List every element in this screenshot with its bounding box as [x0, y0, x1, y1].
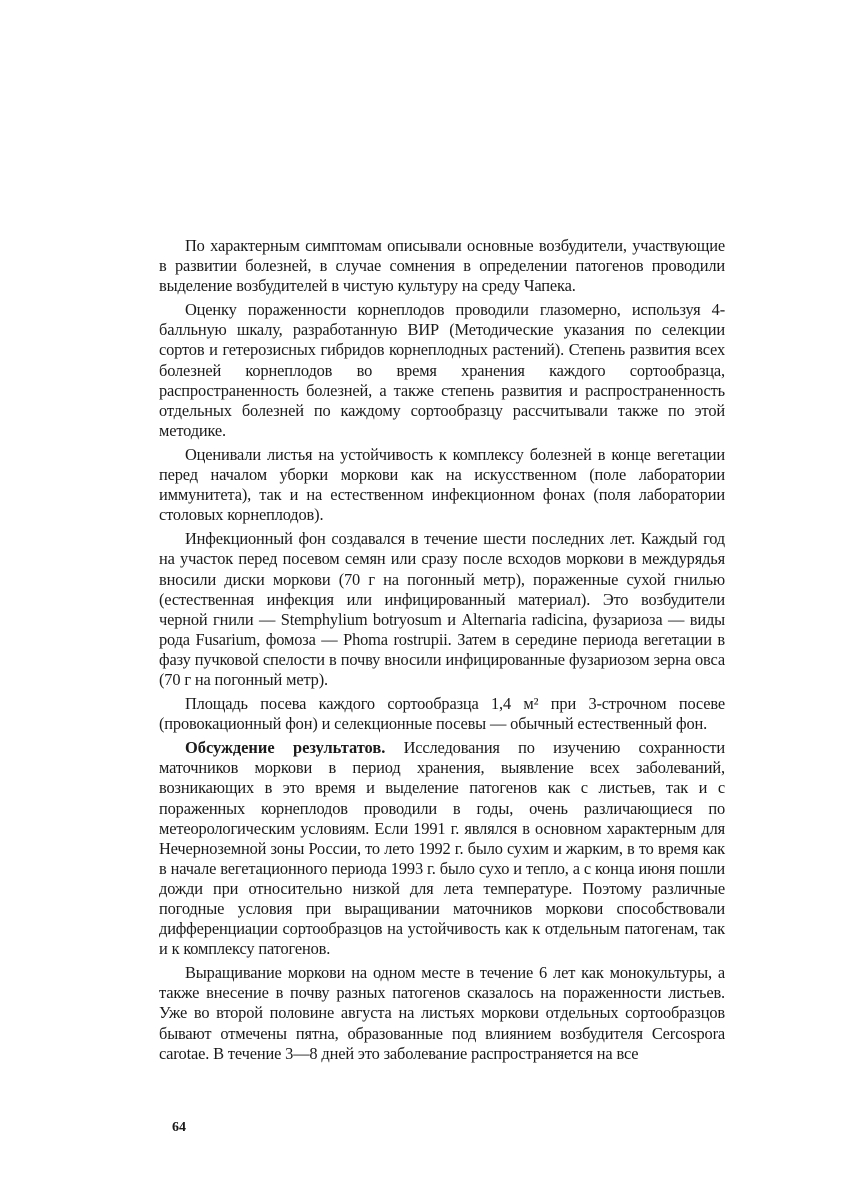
- paragraph-plot-area: Площадь посева каждого сортообразца 1,4 м² при 3-строчном посеве (провокационный фон) и селекционные посевы — обычный естественный фон.: [159, 694, 725, 734]
- page-number: 64: [172, 1120, 186, 1135]
- paragraph-root-damage-assessment: Оценку пораженности корнеплодов проводили глазомерно, используя 4-балльную шкалу, разработанную ВИР (Методические указания по селекции сортов и гетерозисных гибридов корнеплодных растений). Степень развития всех болезней корнеплодов во время хранения каждого сортообразца, распространенность болезней, а также степень развития и распространенность отдельных болезней по каждому сортообразцу рассчитывали также по этой методике.: [159, 300, 725, 440]
- paragraph-leaf-resistance: Оценивали листья на устойчивость к комплексу болезней в конце вегетации перед началом уборки моркови как на искусственном (поле лаборатории иммунитета), так и на естественном инфекционном фонах (поля лаборатории столовых корнеплодов).: [159, 444, 725, 525]
- paragraph-symptoms: По характерным симптомам описывали основные возбудители, участвующие в развитии болезней, в случае сомнения в определении патогенов проводили выделение возбудителей в чистую культуру на среду Чапека.: [159, 236, 725, 296]
- results-discussion-text: Исследования по изучению сохранности маточников моркови в период хранения, выявление всех заболеваний, возникающих в это время и выделение патогенов как с листьев, так и с пораженных корнеплодов проводили в годы, очень различающиеся по метеорологическим условиям. Если 1991 г. являлся в основном характерным для Нечерноземной зоны России, то лето 1992 г. было сухим и жарким, в то время как в начале вегетационного периода 1993 г. было сухо и тепло, а с конца июня пошли дожди при относительно низкой для лета температуре. Поэтому различные погодные условия при выращивании маточников моркови способствовали дифференциации сортообразцов на устойчивость как к отдельным патогенам, так и к комплексу патогенов.: [159, 738, 725, 959]
- section-heading-results: Обсуждение результатов.: [185, 738, 386, 758]
- body-text: [159, 236, 725, 1068]
- paragraph-infection-background: Инфекционный фон создавался в течение шести последних лет. Каждый год на участок перед посевом семян или сразу после всходов моркови в междурядья вносили диски моркови (70 г на погонный метр), пораженные сухой гнилью (естественная инфекция или инфицированный материал). Это возбудители черной гнили — Stemphylium botryosum и Alternaria radicina, фузариоза — виды рода Fusarium, фомоза — Phoma rostrupii. Затем в середине периода вегетации в фазу пучковой спелости в почву вносили инфицированные фузариозом зерна овса (70 г на погонный метр).: [159, 529, 725, 689]
- paragraph-monoculture: Выращивание моркови на одном месте в течение 6 лет как монокультуры, а также внесение в почву разных патогенов сказалось на пораженности листьев. Уже во второй половине августа на листьях моркови отдельных сортообразцов бывают отмечены пятна, образованные под влиянием возбудителя Cercospora carotae. В течение 3—8 дней это заболевание распространяется на все: [159, 963, 725, 1063]
- paragraph-results-discussion: [159, 738, 725, 959]
